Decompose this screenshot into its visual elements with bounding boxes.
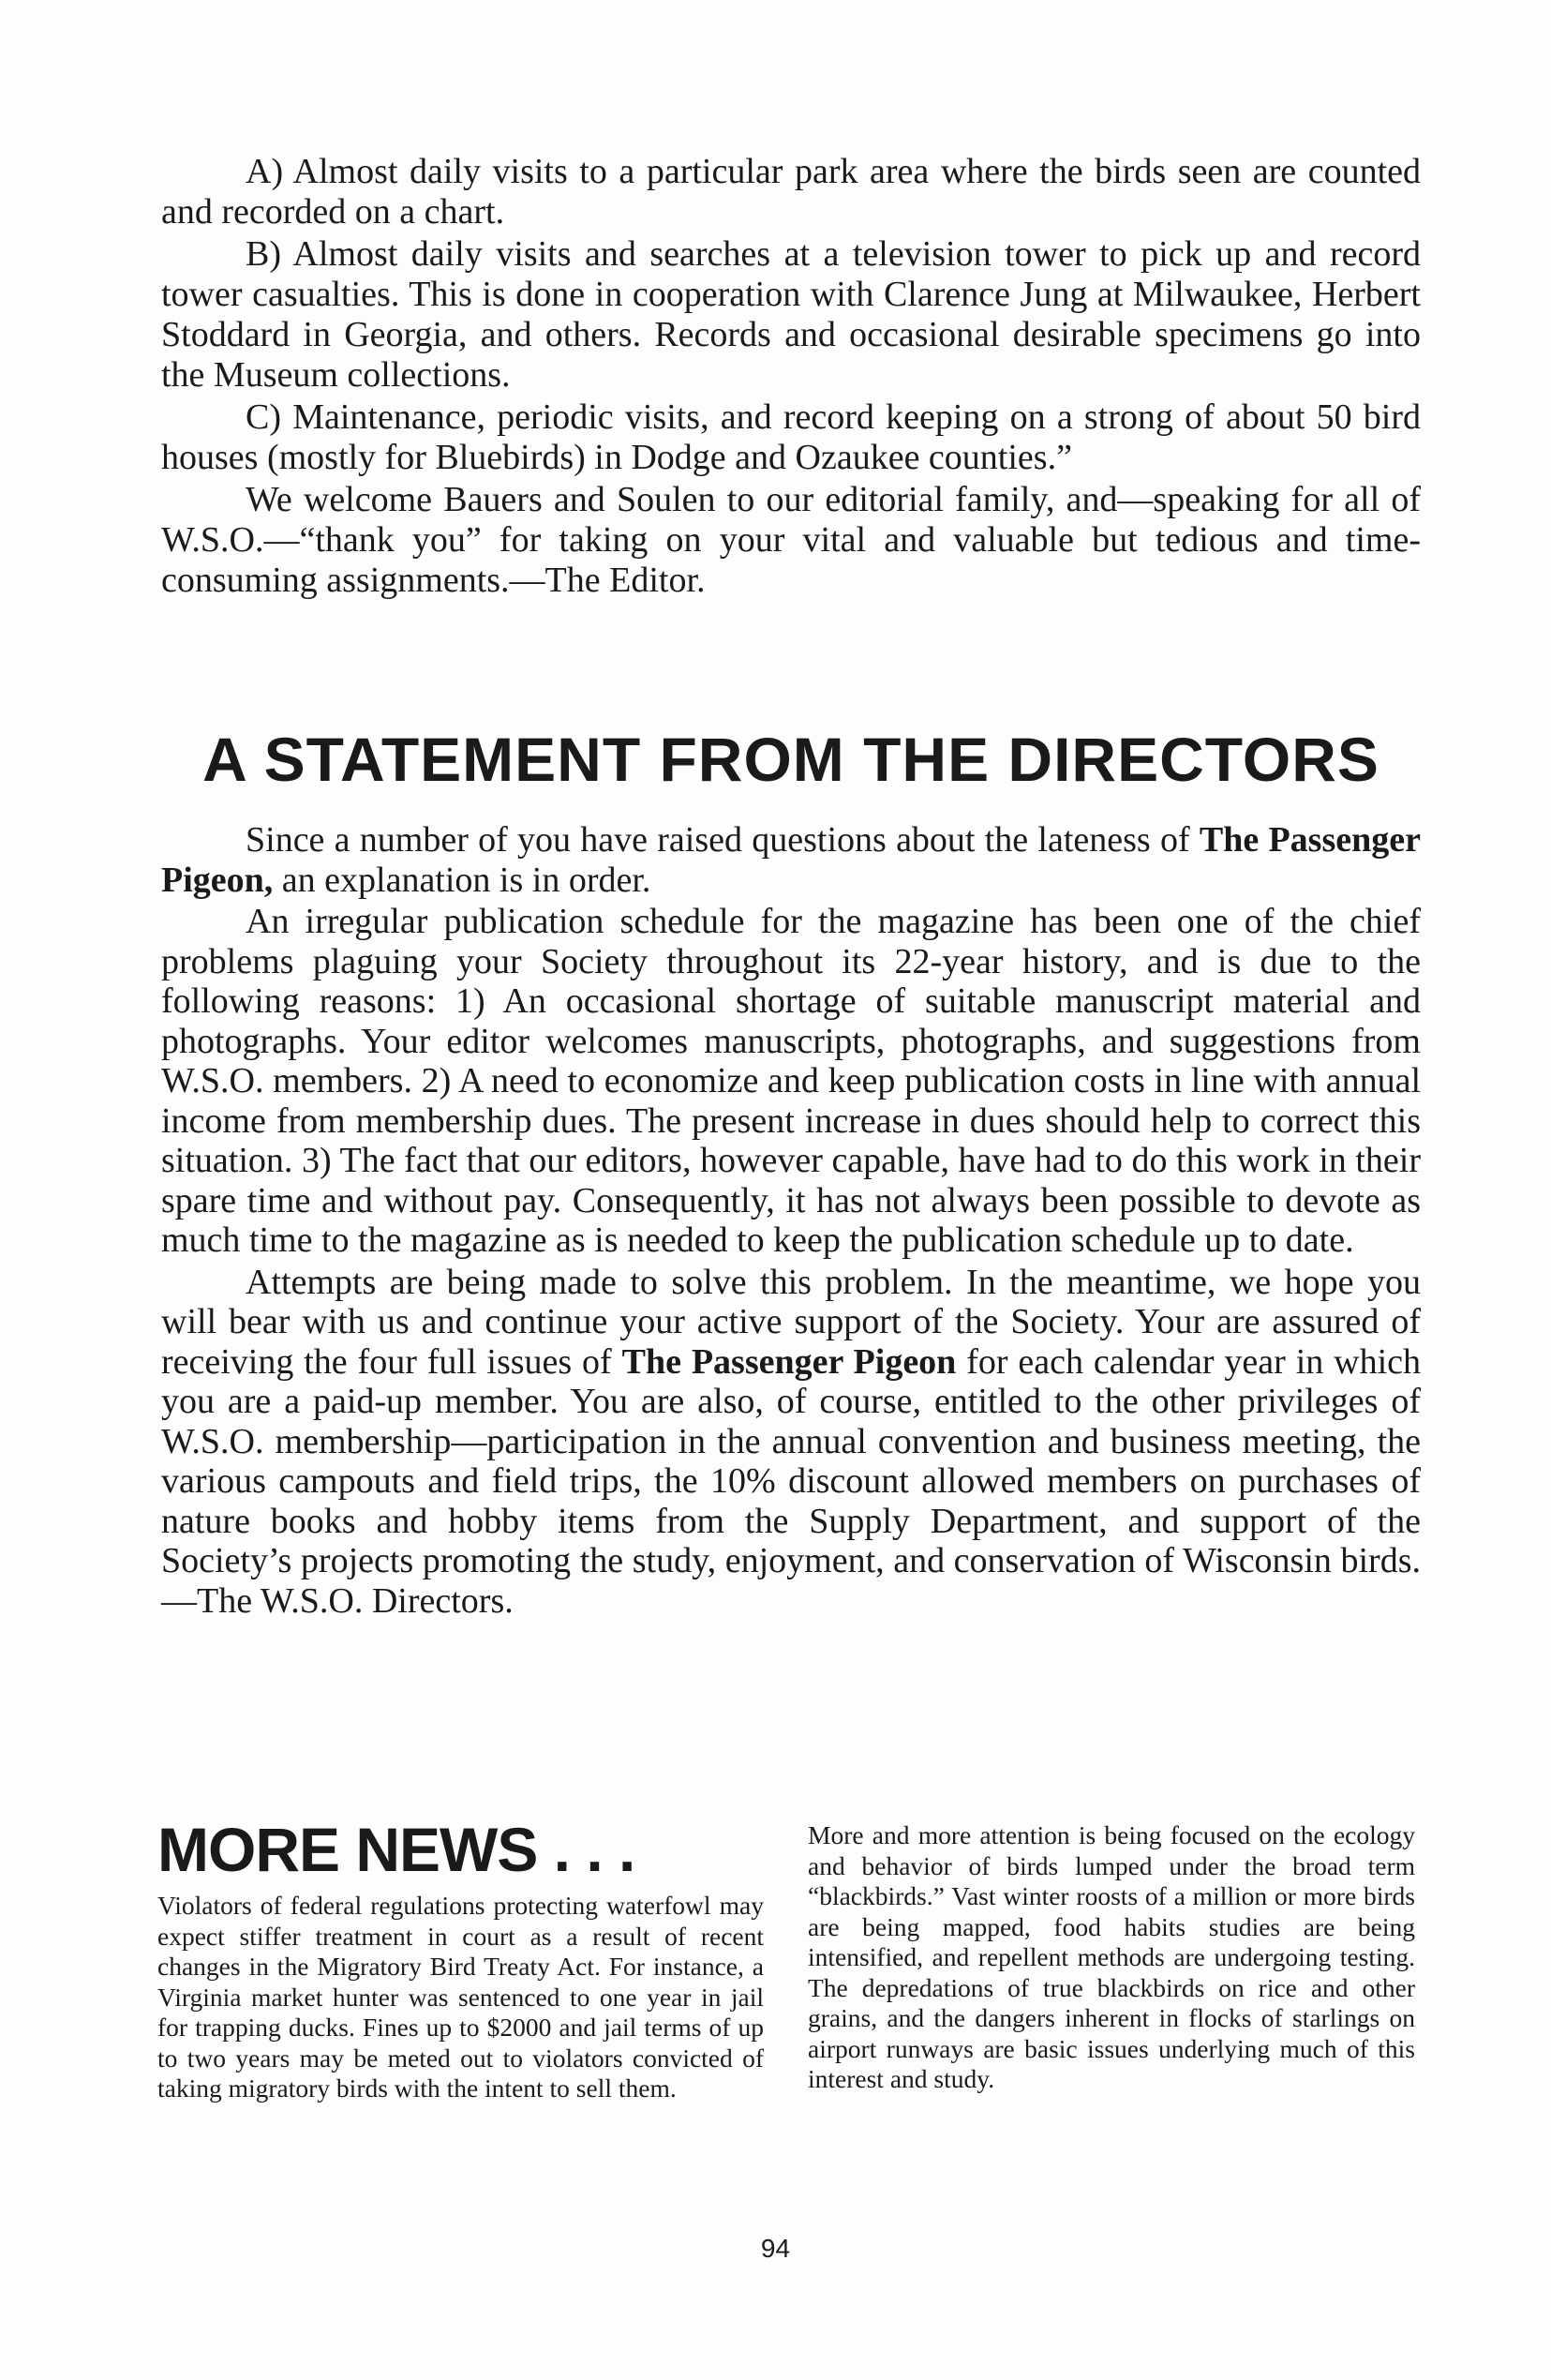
magazine-title-2: The Passenger Pigeon: [621, 1341, 957, 1382]
more-news-right-column: [808, 1820, 1415, 2095]
statement-p3-before: Attempts are being made to solve this problem. In the meantime, we hope you will bear with us and continue your active support of the Society. Your are assured of receiving the four full issues of: [161, 1262, 1421, 1382]
statement-p3-after: for each calendar year in which you are a paid-up member. You are also, of course, entitled to the other privileges of W.S.O. membership—participation in the annual convention and business meeting, the various campouts and field trips, the 10% discount allowed members on purchases of nature books and hobby items from the Supply Department, and support of the Society’s projects promoting the study, enjoyment, and conservation of Wisconsin birds.—The W.S.O. Directors.: [161, 1341, 1422, 1621]
news-violators-text: Violators of federal regulations protecting waterfowl may expect stiffer treatment in court as a result of recent changes in the Migratory Bird Treaty Act. For instance, a Virginia market hunter was sentenced to one year in jail for trapping ducks. Fines up to $2000 and jail terms of up to two years may be meted out to violators convicted of taking migratory birds with the intent to sell them.: [157, 1891, 764, 2103]
news-blackbirds-text: More and more attention is being focused on the ecology and behavior of birds lumped under the broad term “blackbirds.” Vast winter roosts of a million or more birds are being mapped, food habits studies are being intensified, and repellent methods are undergoing testing. The depredations of true blackbirds on rice and other grains, and the dangers inherent in flocks of starlings on airport runways are basic issues underlying much of this interest and study.: [808, 1820, 1415, 2093]
magazine-title: The Passenger Pigeon,: [161, 820, 1421, 900]
statement-paragraph-3: [161, 1263, 1421, 1622]
intro-paragraph-b: B) Almost daily visits and searches at a television tower to pick up and record tower casualties. This is done in cooperation with Clarence Jung at Milwaukee, Herbert Stoddard in Georgia, and others. Records and occasional desirable specimens go into the Museum collections.: [161, 234, 1421, 395]
statement-p1-after: an explanation is in order.: [273, 860, 651, 900]
intro-paragraph-a: A) Almost daily visits to a particular park area where the birds seen are counted and recorded on a chart.: [161, 152, 1421, 232]
more-news-heading: MORE NEWS . . .: [157, 1815, 635, 1884]
page-number: 94: [760, 2234, 791, 2263]
statement-p1-before: Since a number of you have raised questions about the lateness of: [246, 820, 1200, 860]
statement-heading: A STATEMENT FROM THE DIRECTORS: [202, 725, 1379, 794]
statement-paragraph-1: [161, 820, 1421, 900]
statement-paragraph-2: An irregular publication schedule for the magazine has been one of the chief problems plaguing your Society throughout its 22-year history, and is due to the following reasons: 1) An occasional shortage of suitable manuscript material and photographs. Your editor welcomes manuscripts, photographs, and suggestions from W.S.O. members. 2) A need to economize and keep publication costs in line with annual income from membership dues. The present increase in dues should help to correct this situation. 3) The fact that our editors, however capable, have had to do this work in their spare time and without pay. Consequently, it has not always been possible to devote as much time to the magazine as is needed to keep the publication schedule up to date.: [161, 902, 1421, 1260]
more-news-left-column: [157, 1814, 764, 2104]
intro-paragraph-c: C) Maintenance, periodic visits, and record keeping on a strong of about 50 bird houses (mostly for Bluebirds) in Dodge and Ozaukee counties.”: [161, 397, 1421, 477]
intro-section: [161, 152, 1421, 603]
intro-paragraph-welcome: We welcome Bauers and Soulen to our editorial family, and—speaking for all of W.S.O.—“thank you” for taking on your vital and valuable but tedious and time-consuming assignments.—The Editor.: [161, 480, 1421, 600]
statement-section: [161, 820, 1421, 1623]
